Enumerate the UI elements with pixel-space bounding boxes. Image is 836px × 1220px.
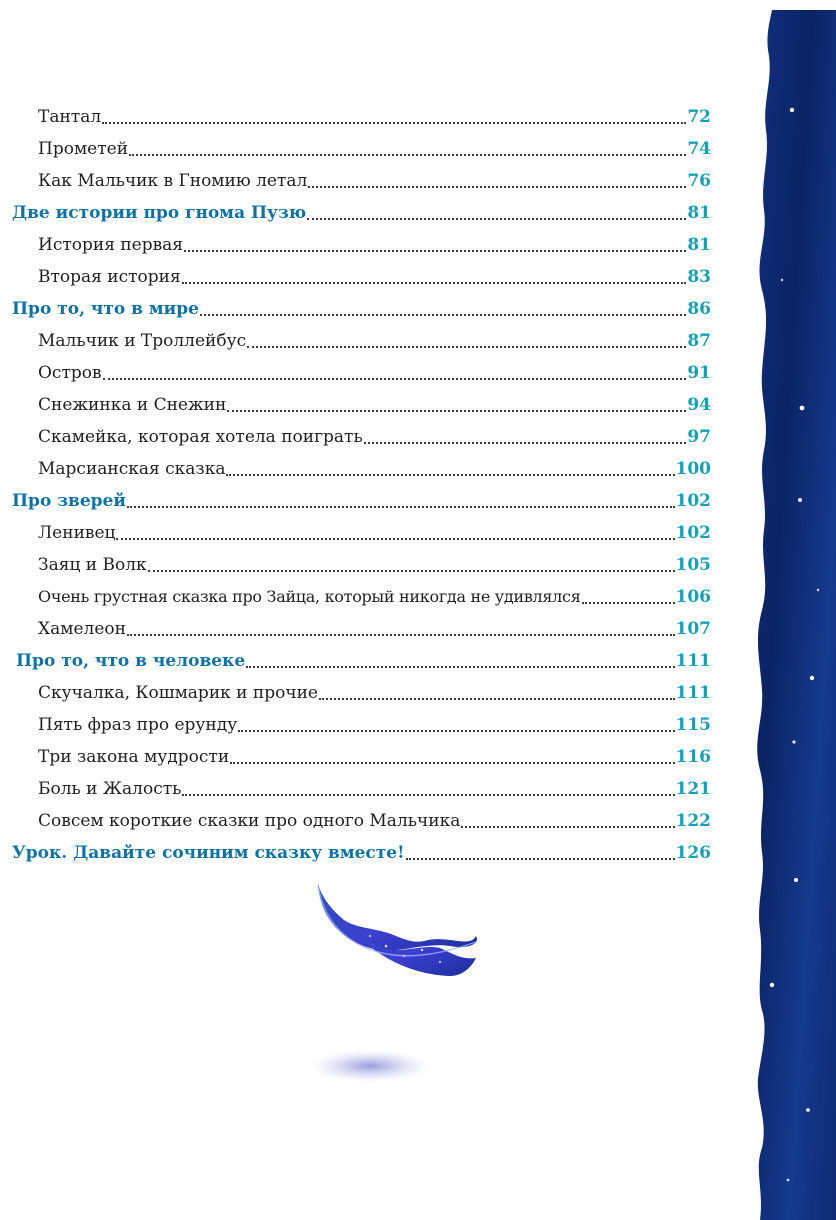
dot-leader (308, 186, 686, 188)
toc-section-title: Про зверей (12, 491, 126, 511)
dot-leader (226, 474, 674, 476)
toc-entry-page: 116 (675, 747, 711, 767)
toc-entry[interactable] (38, 164, 711, 192)
toc-entry-page: 74 (687, 139, 711, 159)
dot-leader (103, 378, 687, 380)
toc-section[interactable] (16, 644, 711, 672)
toc-entry-title: Скучалка, Кошмарик и прочие (38, 683, 318, 703)
toc-section-page: 81 (687, 203, 711, 223)
toc-entry-page: 72 (687, 107, 711, 127)
toc-entry-title: Хамелеон (38, 619, 126, 639)
toc-entry-title: Пять фраз про ерунду (38, 715, 238, 735)
toc-entry[interactable] (38, 324, 711, 352)
dot-leader (461, 826, 674, 828)
toc-entry-page: 115 (675, 715, 711, 735)
dot-leader (230, 762, 674, 764)
dot-leader (148, 570, 675, 572)
toc-section-page: 102 (675, 491, 711, 511)
toc-entry-title: Скамейка, которая хотела поиграть (38, 427, 363, 447)
toc-entry[interactable] (38, 388, 711, 416)
toc-entry-title: Тантал (38, 107, 102, 127)
dot-leader (247, 346, 686, 348)
toc-entry-page: 106 (675, 587, 711, 607)
toc-entry[interactable] (38, 356, 711, 384)
toc-entry-title: Три закона мудрости (38, 747, 230, 767)
toc-entry[interactable] (38, 612, 711, 640)
toc-entry-title: Марсианская сказка (38, 459, 226, 479)
dot-leader (129, 154, 686, 156)
toc-section-title: Урок. Давайте сочиним сказку вместе! (12, 843, 405, 863)
toc-entry-title: Вторая история (38, 267, 181, 287)
toc-entry-page: 122 (675, 811, 711, 831)
toc-entry-page: 76 (687, 171, 711, 191)
toc-entry[interactable] (38, 548, 711, 576)
toc-section-title: Две истории про гнома Пузю (12, 203, 307, 223)
toc-entry-page: 107 (675, 619, 711, 639)
toc-entry-title: Как Мальчик в Гномию летал (38, 171, 308, 191)
toc-entry[interactable] (38, 676, 711, 704)
dot-leader (364, 442, 687, 444)
toc-entry[interactable] (38, 132, 711, 160)
dot-leader (307, 218, 686, 220)
toc-entry[interactable] (38, 740, 711, 768)
toc-entry[interactable] (38, 708, 711, 736)
toc-entry-title: Прометей (38, 139, 129, 159)
toc-entry-title: Снежинка и Снежин (38, 395, 227, 415)
toc-entry-page: 102 (675, 523, 711, 543)
dot-leader (102, 122, 686, 124)
toc-entry-page: 121 (675, 779, 711, 799)
dot-leader (406, 858, 675, 860)
toc-entry-page: 83 (687, 267, 711, 287)
dot-leader (246, 666, 674, 668)
dot-leader (127, 506, 675, 508)
toc-entry-page: 105 (675, 555, 711, 575)
dot-leader (238, 730, 674, 732)
toc-section-title: Про то, что в человеке (16, 651, 246, 671)
toc-section-page: 111 (675, 651, 711, 671)
toc-entry[interactable] (38, 516, 711, 544)
toc-entry-page: 87 (687, 331, 711, 351)
toc-section[interactable] (12, 292, 711, 320)
toc-entry-title: Ленивец (38, 523, 116, 543)
toc-section-title: Про то, что в мире (12, 299, 199, 319)
toc-section-page: 126 (675, 843, 711, 863)
toc-entry-title: Остров (38, 363, 102, 383)
toc-entry-page: 81 (687, 235, 711, 255)
toc-entry-page: 94 (687, 395, 711, 415)
toc-entry[interactable] (38, 228, 711, 256)
toc-entry[interactable] (38, 580, 711, 608)
toc-entry-title: История первая (38, 235, 184, 255)
dot-leader (227, 410, 686, 412)
toc-entry-title: Боль и Жалость (38, 779, 182, 799)
toc-entry-page: 100 (675, 459, 711, 479)
dot-leader (182, 282, 687, 284)
dot-leader (182, 794, 674, 796)
dot-leader (184, 250, 686, 252)
toc-entry-title: Совсем короткие сказки про одного Мальчика (38, 811, 461, 831)
toc-entry[interactable] (38, 452, 711, 480)
toc-entry-title: Очень грустная сказка про Зайца, который никогда не удивлялся (38, 587, 581, 606)
toc-section-page: 86 (687, 299, 711, 319)
dot-leader (127, 634, 675, 636)
dot-leader (319, 698, 675, 700)
toc-entry[interactable] (38, 420, 711, 448)
starry-night-band (748, 0, 836, 1220)
dot-leader (200, 314, 686, 316)
toc-section[interactable] (12, 836, 711, 864)
feather-icon (300, 876, 490, 1086)
toc-entry-page: 111 (675, 683, 711, 703)
toc-entry[interactable] (38, 260, 711, 288)
toc-section[interactable] (12, 484, 711, 512)
toc-entry[interactable] (38, 804, 711, 832)
toc-entry-title: Мальчик и Троллейбус (38, 331, 247, 351)
toc-entry[interactable] (38, 100, 711, 128)
toc-section[interactable] (12, 196, 711, 224)
toc-entry-page: 97 (687, 427, 711, 447)
toc-entry-page: 91 (687, 363, 711, 383)
toc-entry[interactable] (38, 772, 711, 800)
toc-entry-title: Заяц и Волк (38, 555, 147, 575)
dot-leader (116, 538, 674, 540)
dot-leader (582, 602, 675, 604)
